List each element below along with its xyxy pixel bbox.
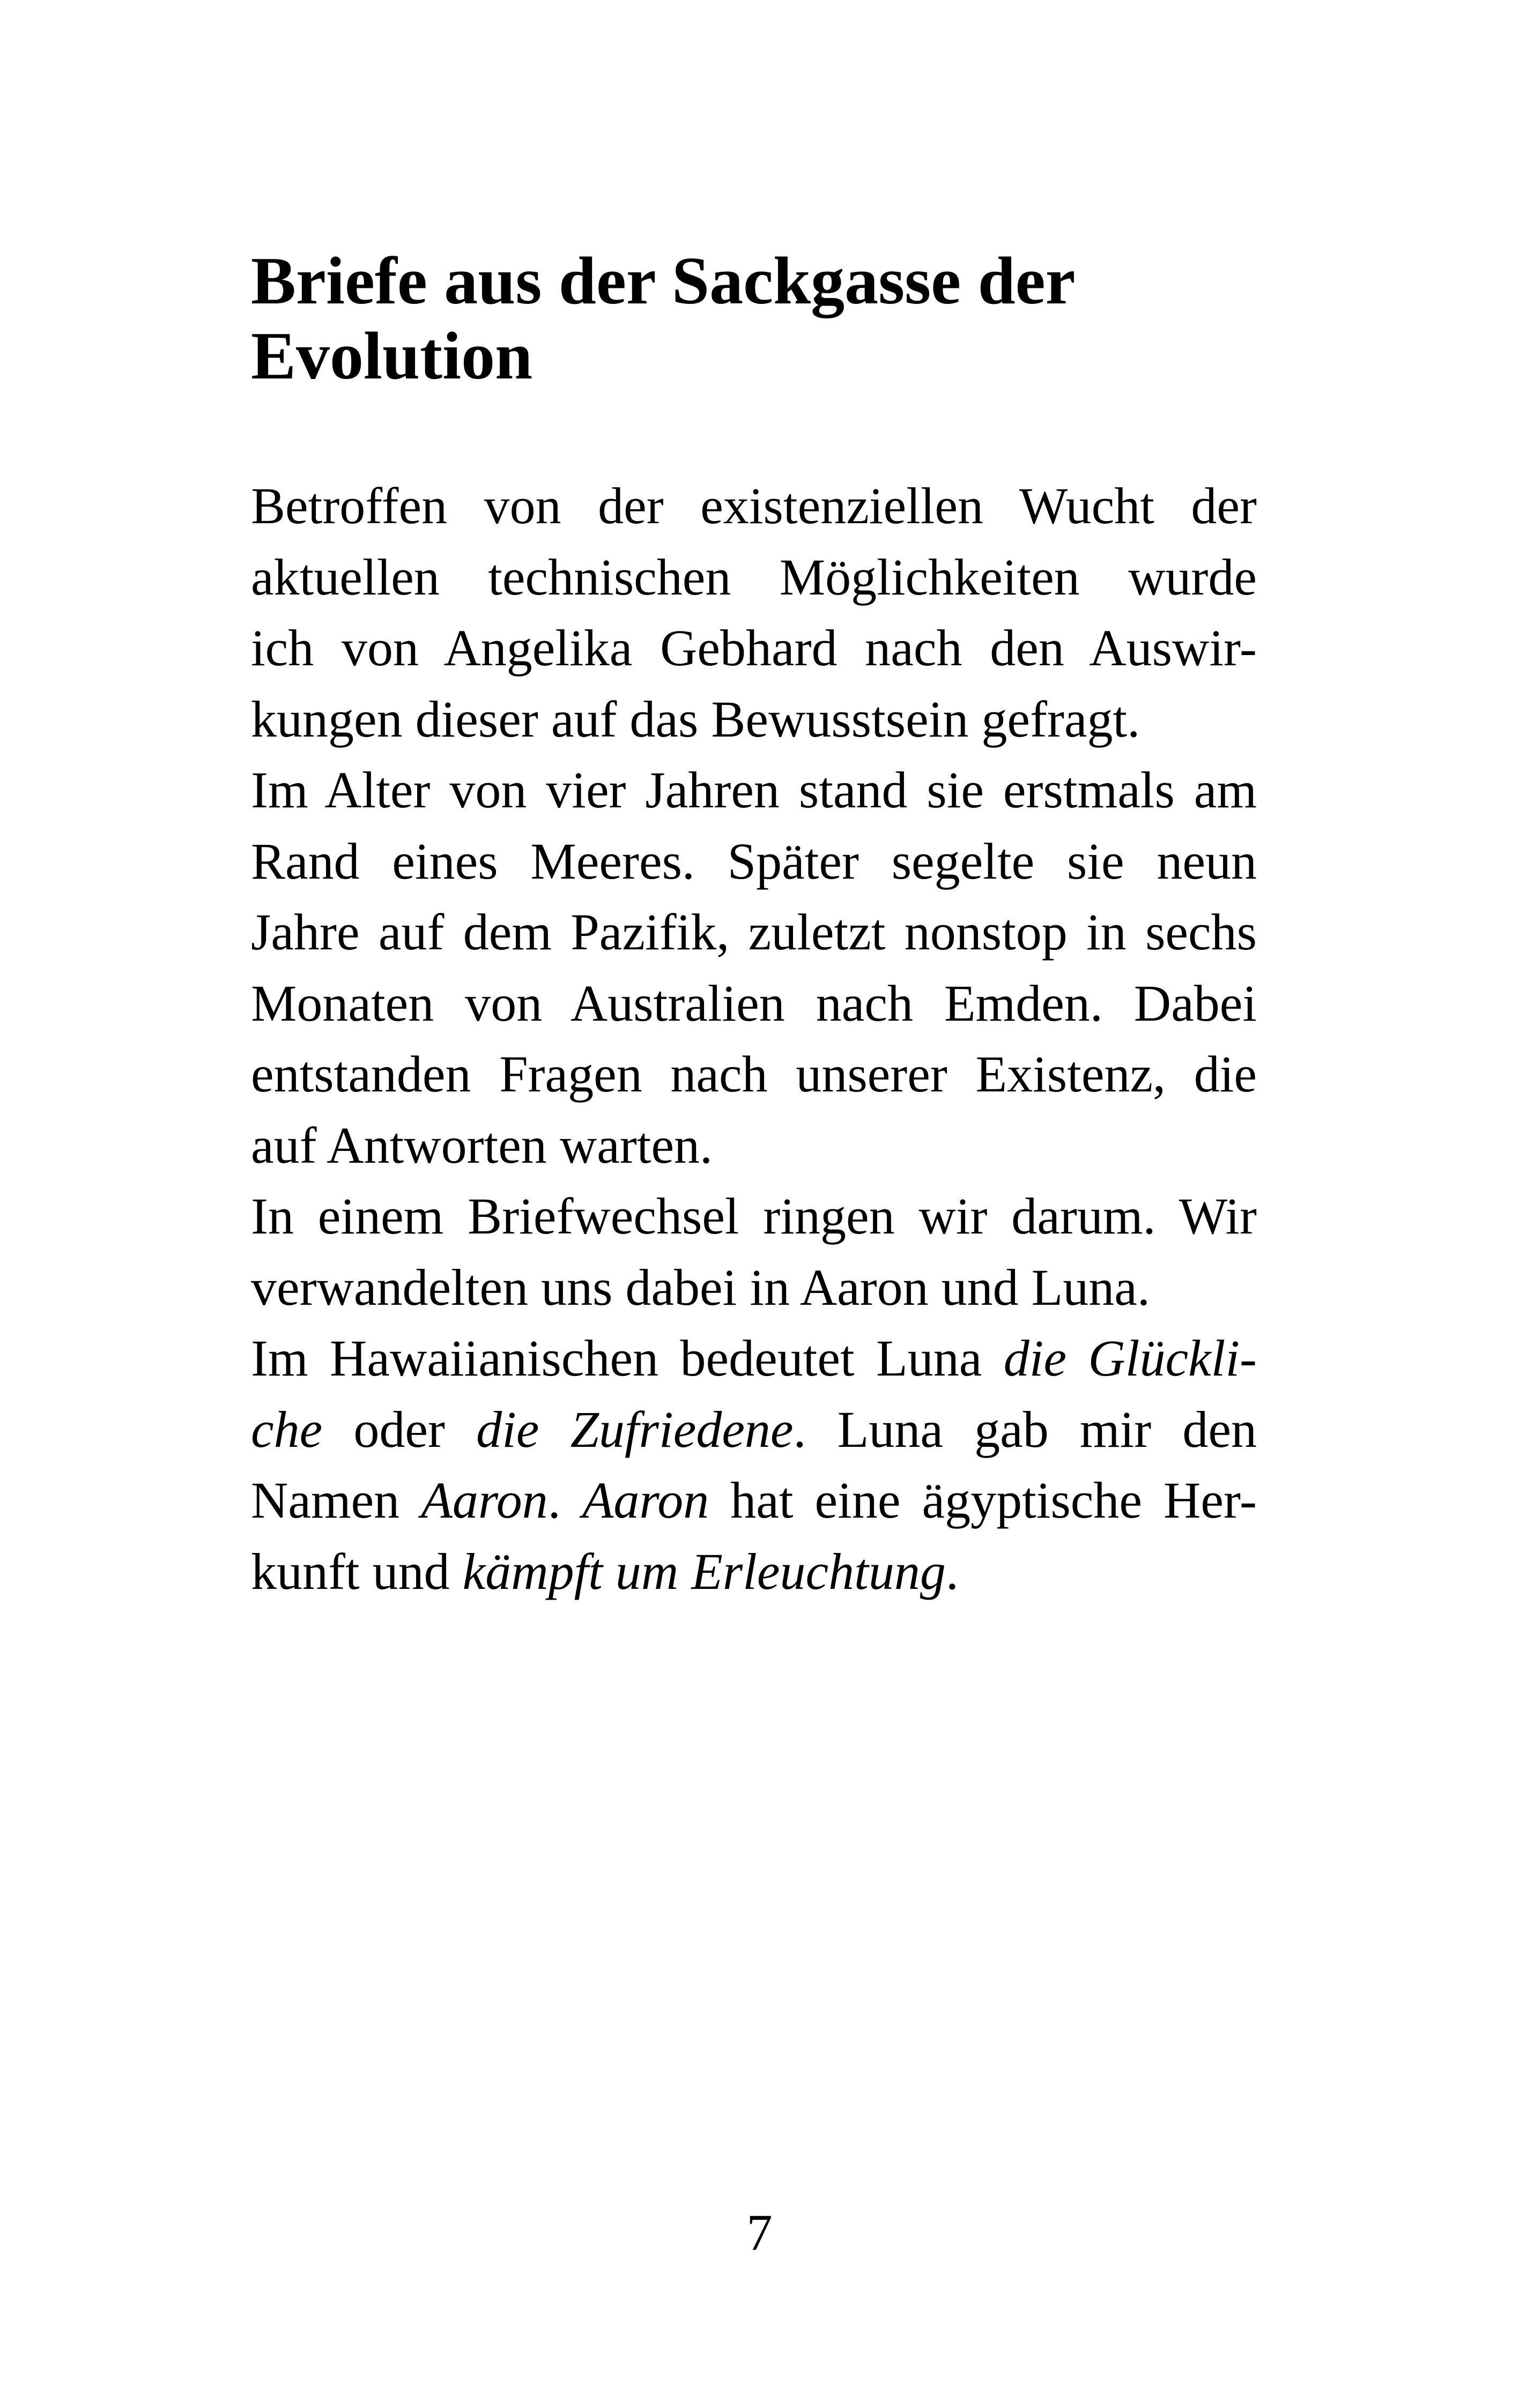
text-line: Im Alter von vier Jahren stand sie erstmals am bbox=[251, 761, 1257, 819]
page-number: 7 bbox=[746, 2204, 773, 2261]
text-run: Im Hawaiianischen bedeutet Luna bbox=[251, 1329, 1004, 1387]
text-line: Rand eines Meeres. Später segelte sie neun bbox=[251, 832, 1257, 890]
text-line: entstanden Fragen nach unserer Existenz, die bbox=[251, 1045, 1257, 1103]
text-run: oder bbox=[322, 1400, 477, 1458]
text-run: . Luna gab mir den bbox=[793, 1400, 1257, 1458]
page-content bbox=[251, 244, 1257, 1600]
italic-text: Aaron bbox=[582, 1471, 709, 1529]
chapter-title-line-2: Evolution bbox=[251, 319, 533, 393]
text-run: . bbox=[945, 1542, 959, 1600]
paragraph-3 bbox=[251, 1181, 1257, 1323]
text-line bbox=[251, 1536, 1257, 1608]
text-run: . bbox=[547, 1471, 582, 1529]
text-line bbox=[251, 1465, 1257, 1536]
text-line: Betroffen von der existenziellen Wucht der bbox=[251, 477, 1257, 534]
italic-text: Aaron bbox=[421, 1471, 548, 1529]
text-line: verwandelten uns dabei in Aaron und Luna. bbox=[251, 1258, 1150, 1316]
text-line: Jahre auf dem Pazifik, zuletzt nonstop in sechs bbox=[251, 903, 1257, 961]
text-line: kungen dieser auf das Bewusstsein gefragt. bbox=[251, 690, 1140, 748]
paragraph-4 bbox=[251, 1323, 1257, 1607]
italic-text: che bbox=[251, 1400, 323, 1458]
chapter-title bbox=[251, 244, 1257, 394]
italic-text: die Glückli- bbox=[1003, 1329, 1257, 1387]
text-line: ich von Angelika Gebhard nach den Auswir- bbox=[251, 619, 1257, 677]
text-run: hat eine ägyptische Her- bbox=[709, 1471, 1257, 1529]
italic-text: die Zufriedene bbox=[476, 1400, 794, 1458]
text-line: In einem Briefwechsel ringen wir darum. Wir bbox=[251, 1187, 1257, 1245]
paragraph-2 bbox=[251, 755, 1257, 1181]
chapter-title-line-1: Briefe aus der Sackgasse der bbox=[251, 244, 1076, 318]
text-line bbox=[251, 1394, 1257, 1466]
text-line: aktuellen technischen Möglichkeiten wurde bbox=[251, 548, 1257, 606]
text-line: auf Antworten warten. bbox=[251, 1116, 713, 1174]
italic-text: kämpft um Erleuchtung bbox=[462, 1542, 946, 1600]
text-run: kunft und bbox=[251, 1542, 463, 1600]
text-line bbox=[251, 1323, 1257, 1394]
body-text bbox=[251, 471, 1257, 1607]
text-run: Namen bbox=[251, 1471, 421, 1529]
paragraph-1 bbox=[251, 471, 1257, 755]
text-line: Monaten von Australien nach Emden. Dabei bbox=[251, 974, 1257, 1032]
